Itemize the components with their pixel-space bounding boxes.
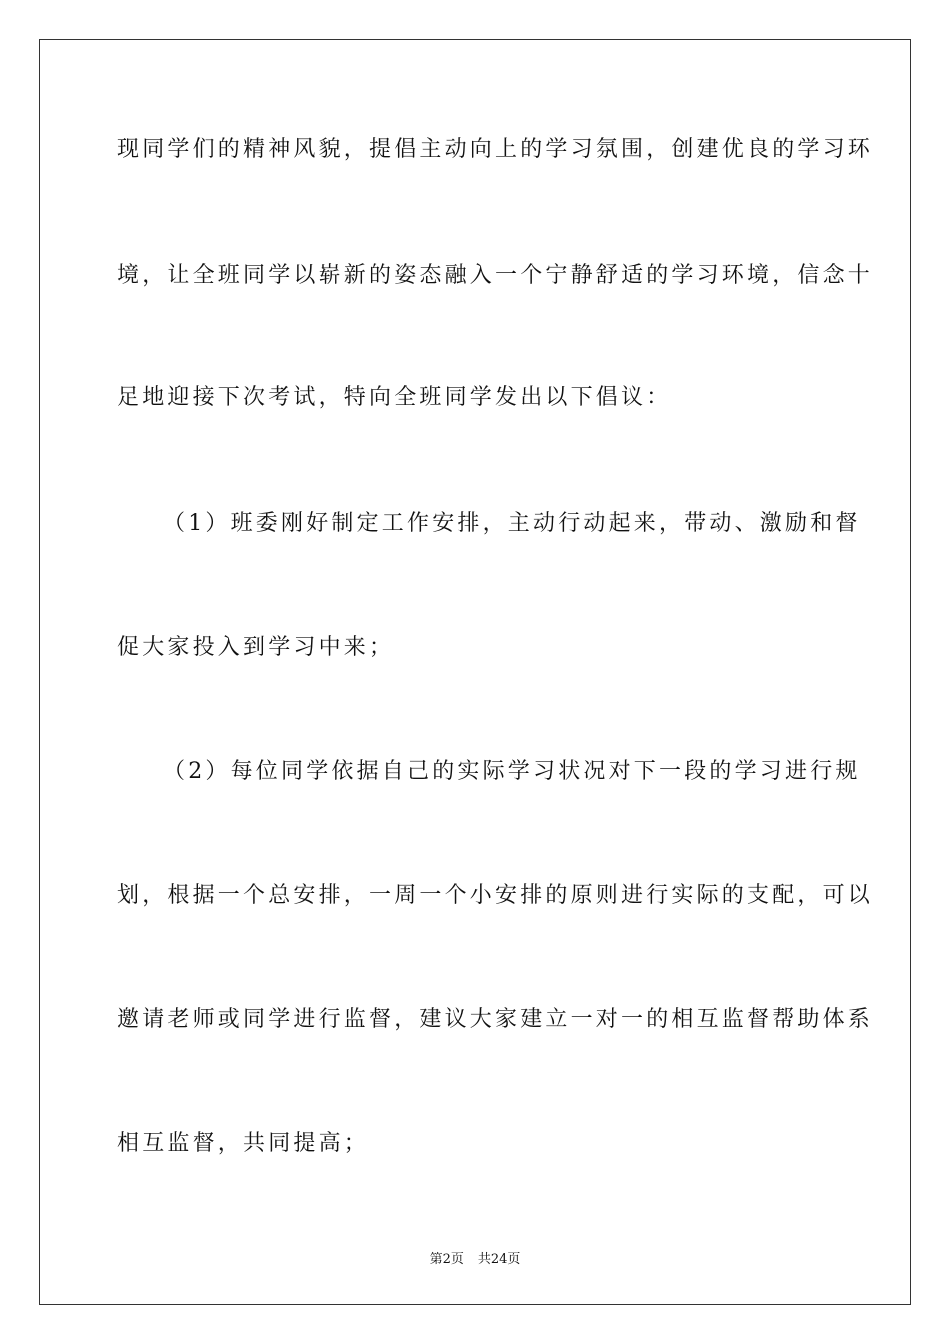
- body-text-line: 相互监督，共同提高；: [117, 1131, 370, 1156]
- body-text-line: 邀请老师或同学进行监督，建议大家建立一对一的相互监督帮助体系: [117, 1007, 874, 1032]
- body-text-line: 现同学们的精神风貌，提倡主动向上的学习氛围，创建优良的学习环: [117, 137, 874, 162]
- body-text-line: （2）每位同学依据自己的实际学习状况对下一段的学习进行规: [163, 759, 861, 784]
- body-text-line: 划，根据一个总安排，一周一个小安排的原则进行实际的支配，可以: [117, 883, 874, 908]
- body-text-line: 境，让全班同学以崭新的姿态融入一个宁静舒适的学习环境，信念十: [117, 263, 874, 288]
- page-frame: [39, 39, 911, 1305]
- total-page-count: 共24页: [477, 1252, 521, 1267]
- page-footer: [0, 1248, 950, 1267]
- body-text-line: 促大家投入到学习中来；: [117, 635, 395, 660]
- body-text-line: （1）班委刚好制定工作安排，主动行动起来，带动、激励和督: [163, 511, 861, 536]
- current-page-number: 第2页: [429, 1252, 464, 1267]
- body-text-line: 足地迎接下次考试，特向全班同学发出以下倡议：: [117, 385, 672, 410]
